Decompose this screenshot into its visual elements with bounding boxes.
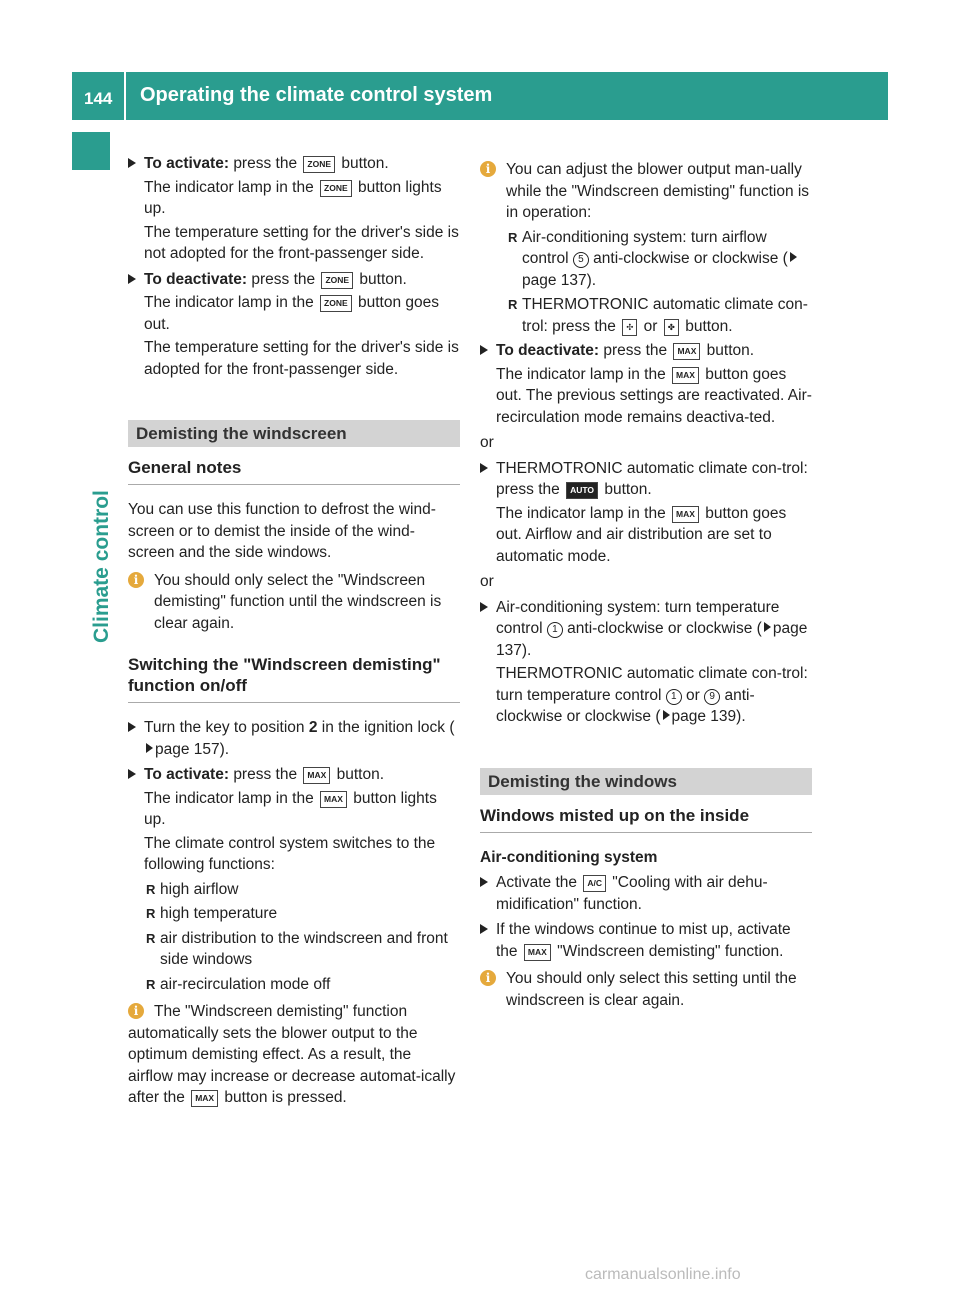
page-ref-icon	[146, 743, 153, 753]
right-column	[480, 153, 812, 1014]
step-text: "Windscreen demisting" function.	[557, 942, 784, 960]
step-text: button.	[706, 342, 755, 359]
step-text: button goes out. Airflow and air distribution are set to automatic mode.	[496, 504, 787, 565]
windscreen-max-button-icon: MAX	[524, 944, 551, 961]
step-arrow-icon	[480, 602, 488, 612]
subheading: General notes	[128, 447, 460, 485]
step-text: "Cooling with air dehu-midification" function.	[496, 874, 768, 913]
fan-increase-button-icon: ✣	[622, 319, 637, 336]
auto-button-icon: AUTO	[566, 482, 598, 499]
step-label: To activate:	[144, 155, 229, 172]
step-text: THERMOTRONIC automatic climate con-trol: press the	[496, 459, 808, 498]
minor-heading: Air-conditioning system	[480, 848, 658, 866]
list-item	[144, 974, 460, 996]
step-label: To activate:	[144, 766, 229, 783]
step-text: The indicator lamp in the	[144, 789, 314, 807]
list-item-text: high temperature	[160, 905, 278, 922]
list-item-text: air distribution to the windscreen and front side windows	[160, 929, 448, 968]
control-number-icon: 9	[704, 689, 720, 705]
list-item-text: THERMOTRONIC automatic climate con-trol: press the	[522, 296, 808, 335]
side-tab-marker	[72, 132, 110, 170]
watermark: carmanualsonline.info	[585, 1266, 741, 1283]
step-label: To deactivate:	[496, 342, 600, 359]
list-item-text: button.	[685, 317, 733, 335]
section-title: Demisting the windows	[480, 768, 812, 795]
step-text: Activate the	[496, 874, 577, 891]
page-ref[interactable]: page 137).	[496, 620, 808, 659]
step-arrow-icon	[128, 769, 136, 779]
step-arrow-icon	[480, 924, 488, 934]
step-text: anti-clockwise or clockwise (	[496, 686, 755, 725]
list-item	[144, 903, 460, 925]
info-note	[480, 968, 812, 1011]
bullet-icon: R	[146, 906, 156, 921]
list-item-text: high airflow	[160, 880, 239, 898]
or-text: or	[480, 434, 494, 451]
control-number-icon: 1	[547, 622, 563, 638]
left-column	[128, 153, 460, 1112]
page-ref-icon	[663, 710, 670, 720]
control-number-icon: 5	[573, 252, 589, 268]
step-thermotronic-auto	[480, 458, 812, 568]
step-label: To deactivate:	[144, 270, 248, 288]
note-text: button is pressed.	[224, 1089, 347, 1106]
step-text: press the	[603, 342, 668, 359]
step-text: button.	[359, 270, 407, 288]
step-text: The indicator lamp in the	[496, 504, 666, 522]
step-arrow-icon	[480, 463, 488, 473]
info-icon: i	[480, 161, 496, 177]
step-activate-ac	[480, 872, 812, 915]
zone-button-icon: ZONE	[321, 272, 353, 289]
step-zone-activate	[128, 153, 460, 265]
step-text: button goes out.	[144, 294, 439, 333]
step-text: button.	[604, 481, 652, 498]
step-demist-activate	[128, 764, 460, 995]
bullet-icon: R	[146, 976, 156, 992]
page-ref-icon	[764, 622, 771, 632]
step-text: button.	[341, 155, 389, 172]
info-icon: i	[128, 572, 144, 588]
step-arrow-icon	[480, 345, 488, 355]
bullet-icon: R	[146, 930, 156, 946]
list-item-text: air-recirculation mode off	[160, 975, 331, 993]
zone-button-icon: ZONE	[320, 180, 352, 197]
list-item	[506, 227, 812, 292]
section-title: Demisting the windscreen	[128, 420, 460, 447]
side-tab-label: Climate control	[90, 490, 113, 643]
step-text: press the	[233, 155, 298, 172]
windscreen-max-button-icon: MAX	[673, 343, 700, 360]
note-text: You should only select the "Windscreen demisting" function until the windscreen is clear again.	[154, 571, 442, 632]
fan-decrease-button-icon: ✤	[664, 319, 679, 336]
list-item-text: Air-conditioning system: turn airflow control	[522, 228, 767, 267]
step-text: press the	[251, 270, 316, 288]
step-text: The climate control system switches to the following functions:	[144, 834, 436, 873]
step-demist-deactivate	[480, 340, 812, 428]
windscreen-max-button-icon: MAX	[672, 367, 699, 384]
windscreen-max-button-icon: MAX	[320, 791, 347, 808]
step-text: in the ignition lock (	[321, 719, 455, 736]
step-aircon-temperature	[480, 597, 812, 728]
list-item	[144, 879, 460, 901]
bullet-icon: R	[508, 229, 518, 245]
or-text: or	[480, 573, 494, 590]
step-text: The temperature setting for the driver's side is not adopted for the front-passenger side.	[144, 223, 459, 262]
info-note	[128, 570, 460, 635]
step-text: Turn the key to position	[144, 719, 305, 736]
info-note	[480, 159, 812, 337]
subheading: Switching the "Windscreen demisting" function on/off	[128, 644, 460, 703]
step-text: or	[686, 686, 700, 704]
bullet-icon: R	[508, 297, 518, 312]
side-tab	[72, 175, 113, 665]
control-number-icon: 1	[666, 689, 682, 705]
bullet-icon: R	[146, 881, 156, 897]
list-item	[144, 928, 460, 971]
position-number: 2	[308, 719, 318, 736]
windscreen-max-button-icon: MAX	[303, 767, 330, 784]
step-text: THERMOTRONIC automatic climate con-trol: turn temperature control	[496, 665, 808, 704]
step-arrow-icon	[480, 877, 488, 887]
step-text: button.	[336, 766, 384, 783]
ac-button-icon: A/C	[583, 875, 606, 892]
step-text: If the windows continue to mist up, activate the	[496, 921, 791, 960]
windscreen-max-button-icon: MAX	[191, 1090, 218, 1107]
page-number: 144	[84, 89, 113, 108]
info-icon: i	[480, 970, 496, 986]
list-item	[506, 294, 812, 337]
step-arrow-icon	[128, 722, 136, 732]
note-text: You can adjust the blower output man-ually while the "Windscreen demisting" function is in operation:	[506, 161, 810, 221]
zone-button-icon: ZONE	[320, 295, 352, 312]
step-mist-up	[480, 919, 812, 962]
note-text: You should only select this setting until the windscreen is clear again.	[506, 970, 797, 1009]
list-item-text: or	[643, 317, 658, 335]
info-note	[128, 1001, 460, 1109]
step-ignition	[128, 717, 460, 760]
subheading: Windows misted up on the inside	[480, 795, 812, 833]
info-icon: i	[128, 1003, 144, 1019]
windscreen-max-button-icon: MAX	[672, 506, 699, 523]
step-text: button goes out. The previous settings are reactivated. Air-recirculation mode remains deactiva-ted.	[496, 365, 812, 426]
step-text: The temperature setting for the driver's side is adopted for the front-passenger side.	[144, 339, 459, 378]
step-arrow-icon	[128, 158, 136, 168]
step-text: anti-clockwise or clockwise (	[567, 620, 762, 637]
page-ref[interactable]: page 137).	[522, 271, 597, 289]
page-title: Operating the climate control system	[140, 84, 493, 106]
step-text: press the	[233, 766, 298, 783]
page-ref-icon	[790, 252, 797, 262]
step-text: The indicator lamp in the	[144, 294, 314, 311]
paragraph: You can use this function to defrost the wind-screen or to demist the inside of the wind-screen and the side windows.	[128, 501, 436, 561]
list-item-text: anti-clockwise or clockwise (	[593, 250, 788, 267]
step-text: button lights up.	[144, 178, 442, 217]
header-divider	[124, 72, 126, 120]
zone-button-icon: ZONE	[303, 156, 335, 173]
step-arrow-icon	[128, 274, 136, 284]
step-zone-deactivate	[128, 269, 460, 381]
page-ref[interactable]: page 157).	[155, 740, 230, 758]
page-ref[interactable]: page 139).	[671, 708, 746, 725]
step-text: Air-conditioning system: turn temperature control	[496, 598, 780, 637]
step-text: The indicator lamp in the	[144, 178, 314, 196]
note-text: The "Windscreen demisting" function automatically sets the blower output to the optimum demisting effect. As a result, the airflow may increase or decrease automat-ically after the	[128, 1003, 456, 1106]
step-text: The indicator lamp in the	[496, 365, 666, 383]
step-text: button lights up.	[144, 789, 437, 828]
